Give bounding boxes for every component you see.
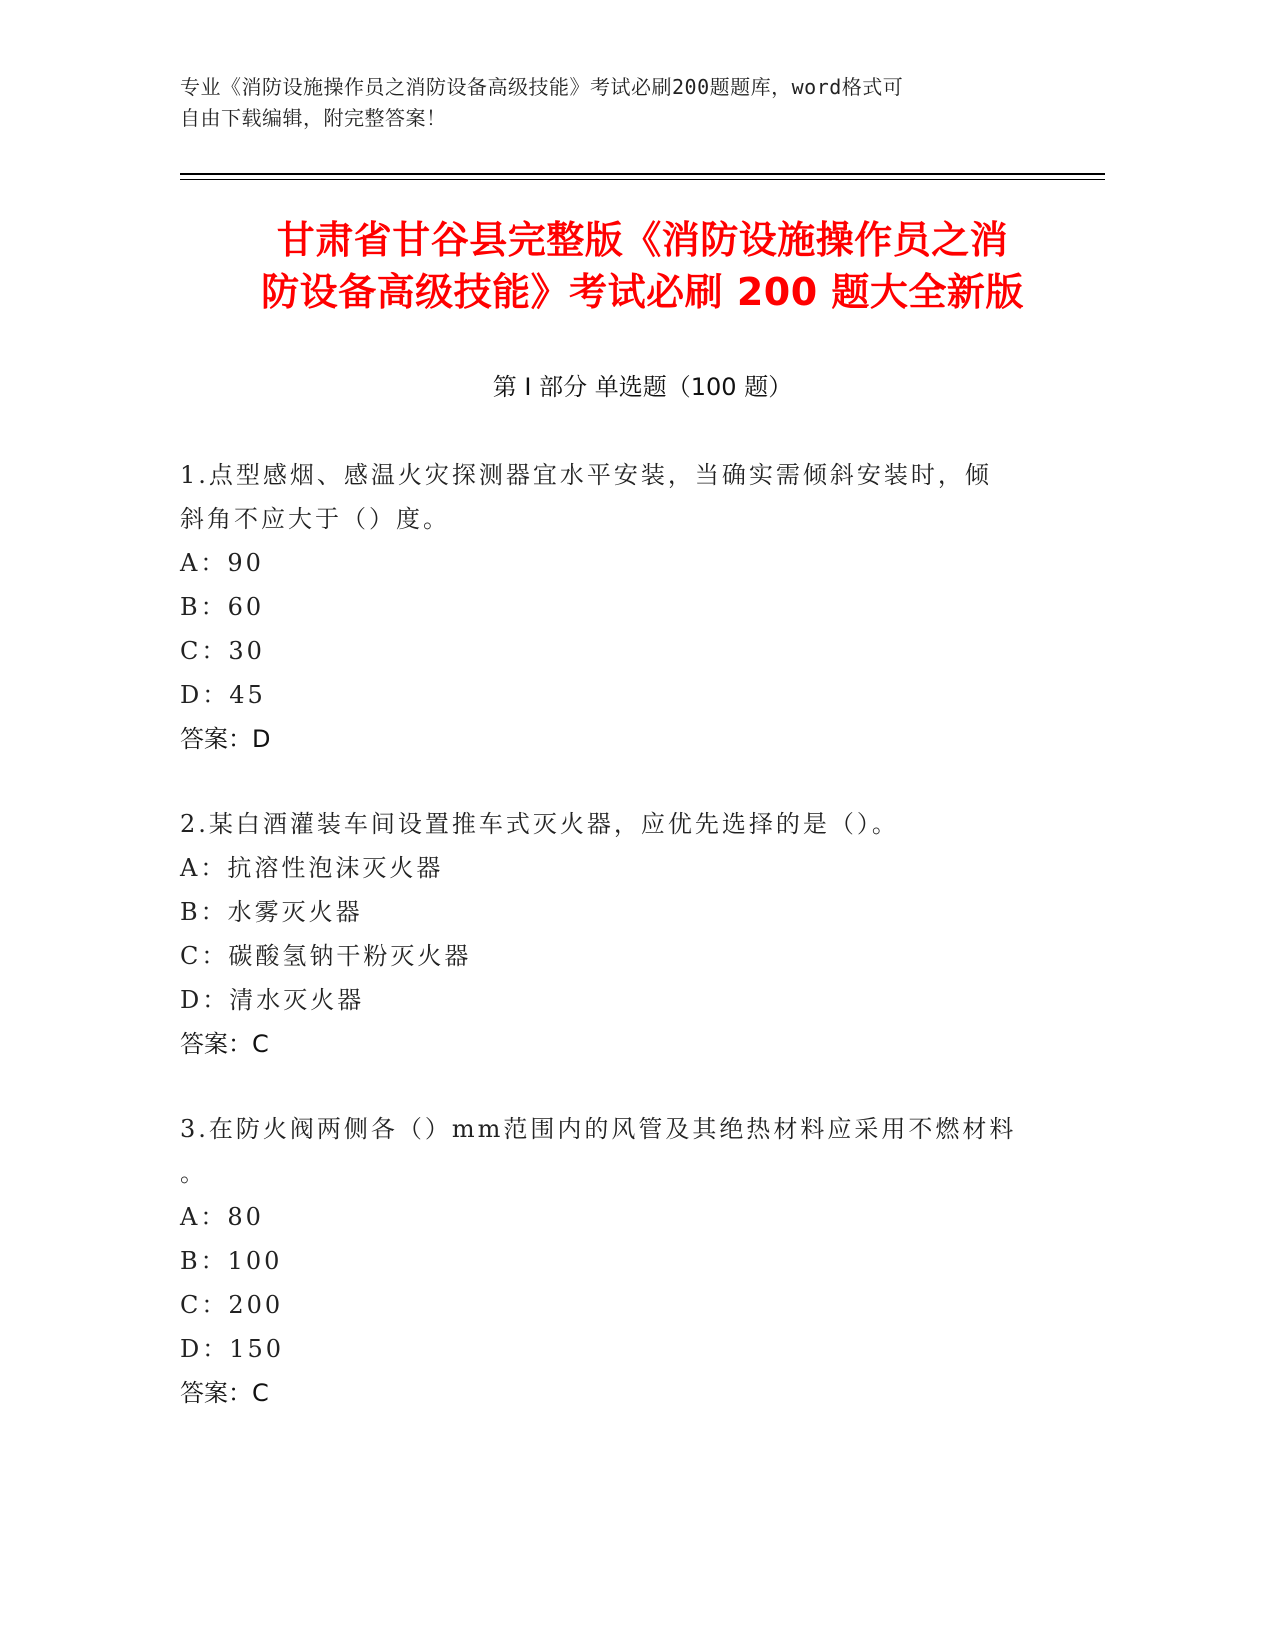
question-1 — [180, 453, 1040, 761]
question-2-option-b: B：水雾灭火器 — [180, 898, 363, 926]
question-2-option-d: D：清水灭火器 — [180, 986, 365, 1014]
question-1-option-a: A：90 — [180, 549, 264, 577]
question-1-option-d: D：45 — [180, 681, 266, 709]
question-2-option-c: C：碳酸氢钠干粉灭火器 — [180, 942, 472, 970]
question-2 — [180, 802, 1040, 1066]
question-3-text-line-2: 。 — [180, 1159, 207, 1187]
question-3 — [180, 1107, 1040, 1415]
header-rule-thick — [180, 173, 1105, 175]
header-note-line-1: 专业《消防设施操作员之消防设备高级技能》考试必刷200题题库，word格式可 — [180, 75, 904, 99]
question-1-text-line-1: 1.点型感烟、感温火灾探测器宜水平安装，当确实需倾斜安装时，倾 — [180, 461, 992, 489]
document-page — [180, 0, 1105, 1650]
section-heading: 第 I 部分 单选题（100 题） — [492, 373, 793, 401]
question-3-option-c: C：200 — [180, 1291, 284, 1319]
question-1-option-c: C：30 — [180, 637, 265, 665]
document-title-line-2: 防设备高级技能》考试必刷 200 题大全新版 — [261, 270, 1024, 314]
question-2-answer: 答案：C — [180, 1030, 269, 1058]
question-2-option-a: A：抗溶性泡沫灭火器 — [180, 854, 444, 882]
question-3-answer: 答案：C — [180, 1379, 269, 1407]
question-1-text-line-2: 斜角不应大于（）度。 — [180, 505, 450, 533]
question-3-option-d: D：150 — [180, 1335, 285, 1363]
question-3-option-a: A：80 — [180, 1203, 264, 1231]
header-note-line-2: 自由下载编辑，附完整答案！ — [180, 106, 447, 130]
question-3-option-b: B：100 — [180, 1247, 283, 1275]
question-3-text-line-1: 3.在防火阀两侧各（）mm范围内的风管及其绝热材料应采用不燃材料 — [180, 1115, 1017, 1143]
question-1-answer: 答案：D — [180, 725, 271, 753]
document-title-line-1: 甘肃省甘谷县完整版《消防设施操作员之消 — [276, 218, 1009, 262]
header-rule-thin — [180, 179, 1105, 180]
header-note — [180, 72, 1040, 134]
question-2-text-line-1: 2.某白酒灌装车间设置推车式灭火器，应优先选择的是（）。 — [180, 810, 899, 838]
document-title — [180, 214, 1105, 318]
question-1-option-b: B：60 — [180, 593, 265, 621]
